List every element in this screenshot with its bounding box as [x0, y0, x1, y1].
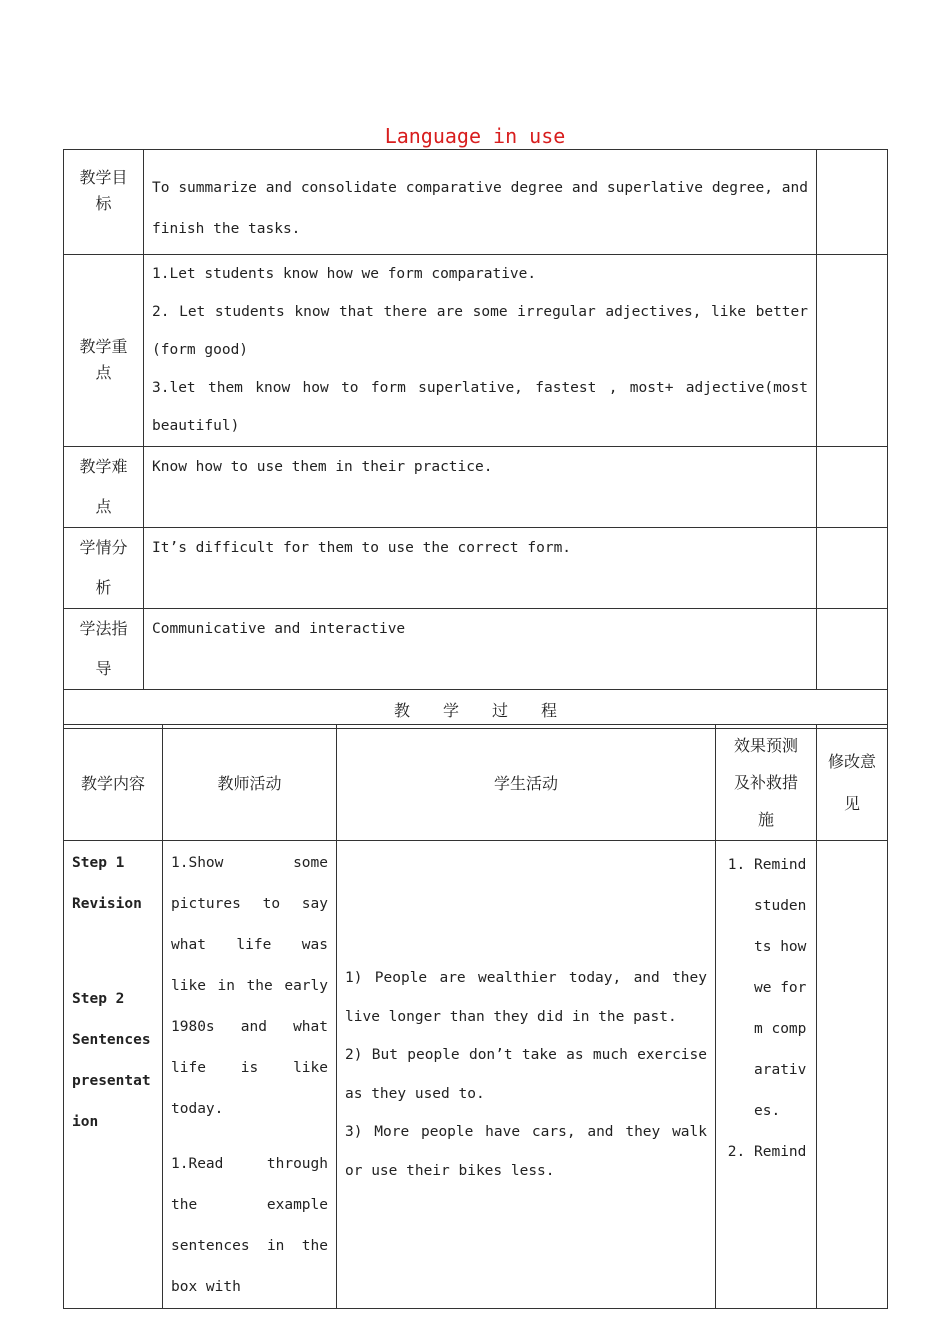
header-line: 效果预测 — [733, 736, 798, 755]
process-body-row — [64, 841, 888, 1309]
step-label: Step 1 — [72, 855, 125, 871]
content-line: Know how to use them in their practice. — [152, 459, 493, 475]
student-activity-item: 2) But people don’t take as much exercise as they used to. — [345, 1047, 707, 1102]
step-label: Revision — [72, 896, 142, 912]
row-label — [64, 150, 144, 255]
label-line: 导 — [95, 659, 112, 678]
process-title-row — [64, 690, 888, 729]
effect-item: 1. Remind students how we form comparatives. — [754, 845, 812, 1132]
student-activity-item: 3) More people have cars, and they walk or use their bikes less. — [345, 1124, 707, 1179]
student-activity — [337, 841, 716, 1309]
step-label: Step 2 — [72, 991, 125, 1007]
student-activity-item: 1) People are wealthier today, and they live longer than they did in the past. — [345, 970, 707, 1025]
info-row-difficulties — [64, 447, 888, 528]
label-line: 教学目 — [79, 168, 128, 187]
teacher-activity-item: 1.Show some pictures to say what life was like in the early 1980s and what life is like today. — [171, 855, 328, 1117]
content-line: To summarize and consolidate comparative degree and superlative degree, and finish the tasks. — [152, 180, 808, 237]
revise-column — [817, 841, 888, 1309]
teacher-activity-item: 1.Read through the example sentences in the box with — [171, 1156, 328, 1295]
label-line: 学法指 — [79, 619, 128, 638]
step-label: ion — [72, 1114, 99, 1130]
info-row-learning-situation — [64, 528, 888, 609]
row-note — [817, 528, 888, 609]
label-line: 学情分 — [79, 538, 128, 557]
header-student: 学生活动 — [337, 725, 716, 841]
step-label: presentat — [72, 1073, 151, 1089]
header-line: 见 — [843, 793, 860, 813]
label-line: 标 — [95, 194, 112, 213]
row-content — [144, 255, 817, 447]
label-line: 点 — [95, 497, 112, 516]
step-label: Sentences — [72, 1032, 151, 1048]
process-header-row — [64, 725, 888, 841]
row-note — [817, 150, 888, 255]
header-line: 及补救措 — [733, 773, 798, 792]
effect-column — [716, 841, 817, 1309]
header-line: 施 — [757, 810, 774, 829]
row-content — [144, 150, 817, 255]
process-table — [63, 724, 888, 1309]
label-line: 点 — [95, 363, 112, 382]
row-label — [64, 609, 144, 690]
row-label — [64, 255, 144, 447]
info-table — [63, 149, 888, 729]
effect-item: 2. Remind — [754, 1132, 812, 1173]
row-label — [64, 528, 144, 609]
label-line: 教学重 — [79, 337, 128, 356]
content-line: 3.let them know how to form superlative, fastest , most+ adjective(most beautiful) — [152, 380, 808, 434]
content-line: 1.Let students know how we form comparative. — [152, 266, 537, 282]
header-effect — [716, 725, 817, 841]
info-row-objectives — [64, 150, 888, 255]
info-row-learning-method — [64, 609, 888, 690]
header-teacher: 教师活动 — [163, 725, 337, 841]
process-title: 教学过程 — [64, 690, 888, 729]
header-content: 教学内容 — [64, 725, 163, 841]
step-column — [64, 841, 163, 1309]
content-line: It’s difficult for them to use the correct form. — [152, 540, 572, 556]
header-revise — [817, 725, 888, 841]
content-line: 2. Let students know that there are some irregular adjectives, like better (form good) — [152, 304, 808, 358]
label-line: 析 — [95, 578, 112, 597]
row-label — [64, 447, 144, 528]
header-line: 修改意 — [827, 751, 876, 771]
row-note — [817, 255, 888, 447]
label-line: 教学难 — [79, 457, 128, 476]
row-content — [144, 609, 817, 690]
page-title: Language in use — [384, 124, 566, 148]
effect-list — [716, 841, 816, 1173]
teacher-activity — [163, 841, 337, 1309]
row-note — [817, 609, 888, 690]
row-content — [144, 447, 817, 528]
info-row-key-points — [64, 255, 888, 447]
row-content — [144, 528, 817, 609]
content-line: Communicative and interactive — [152, 621, 406, 637]
row-note — [817, 447, 888, 528]
